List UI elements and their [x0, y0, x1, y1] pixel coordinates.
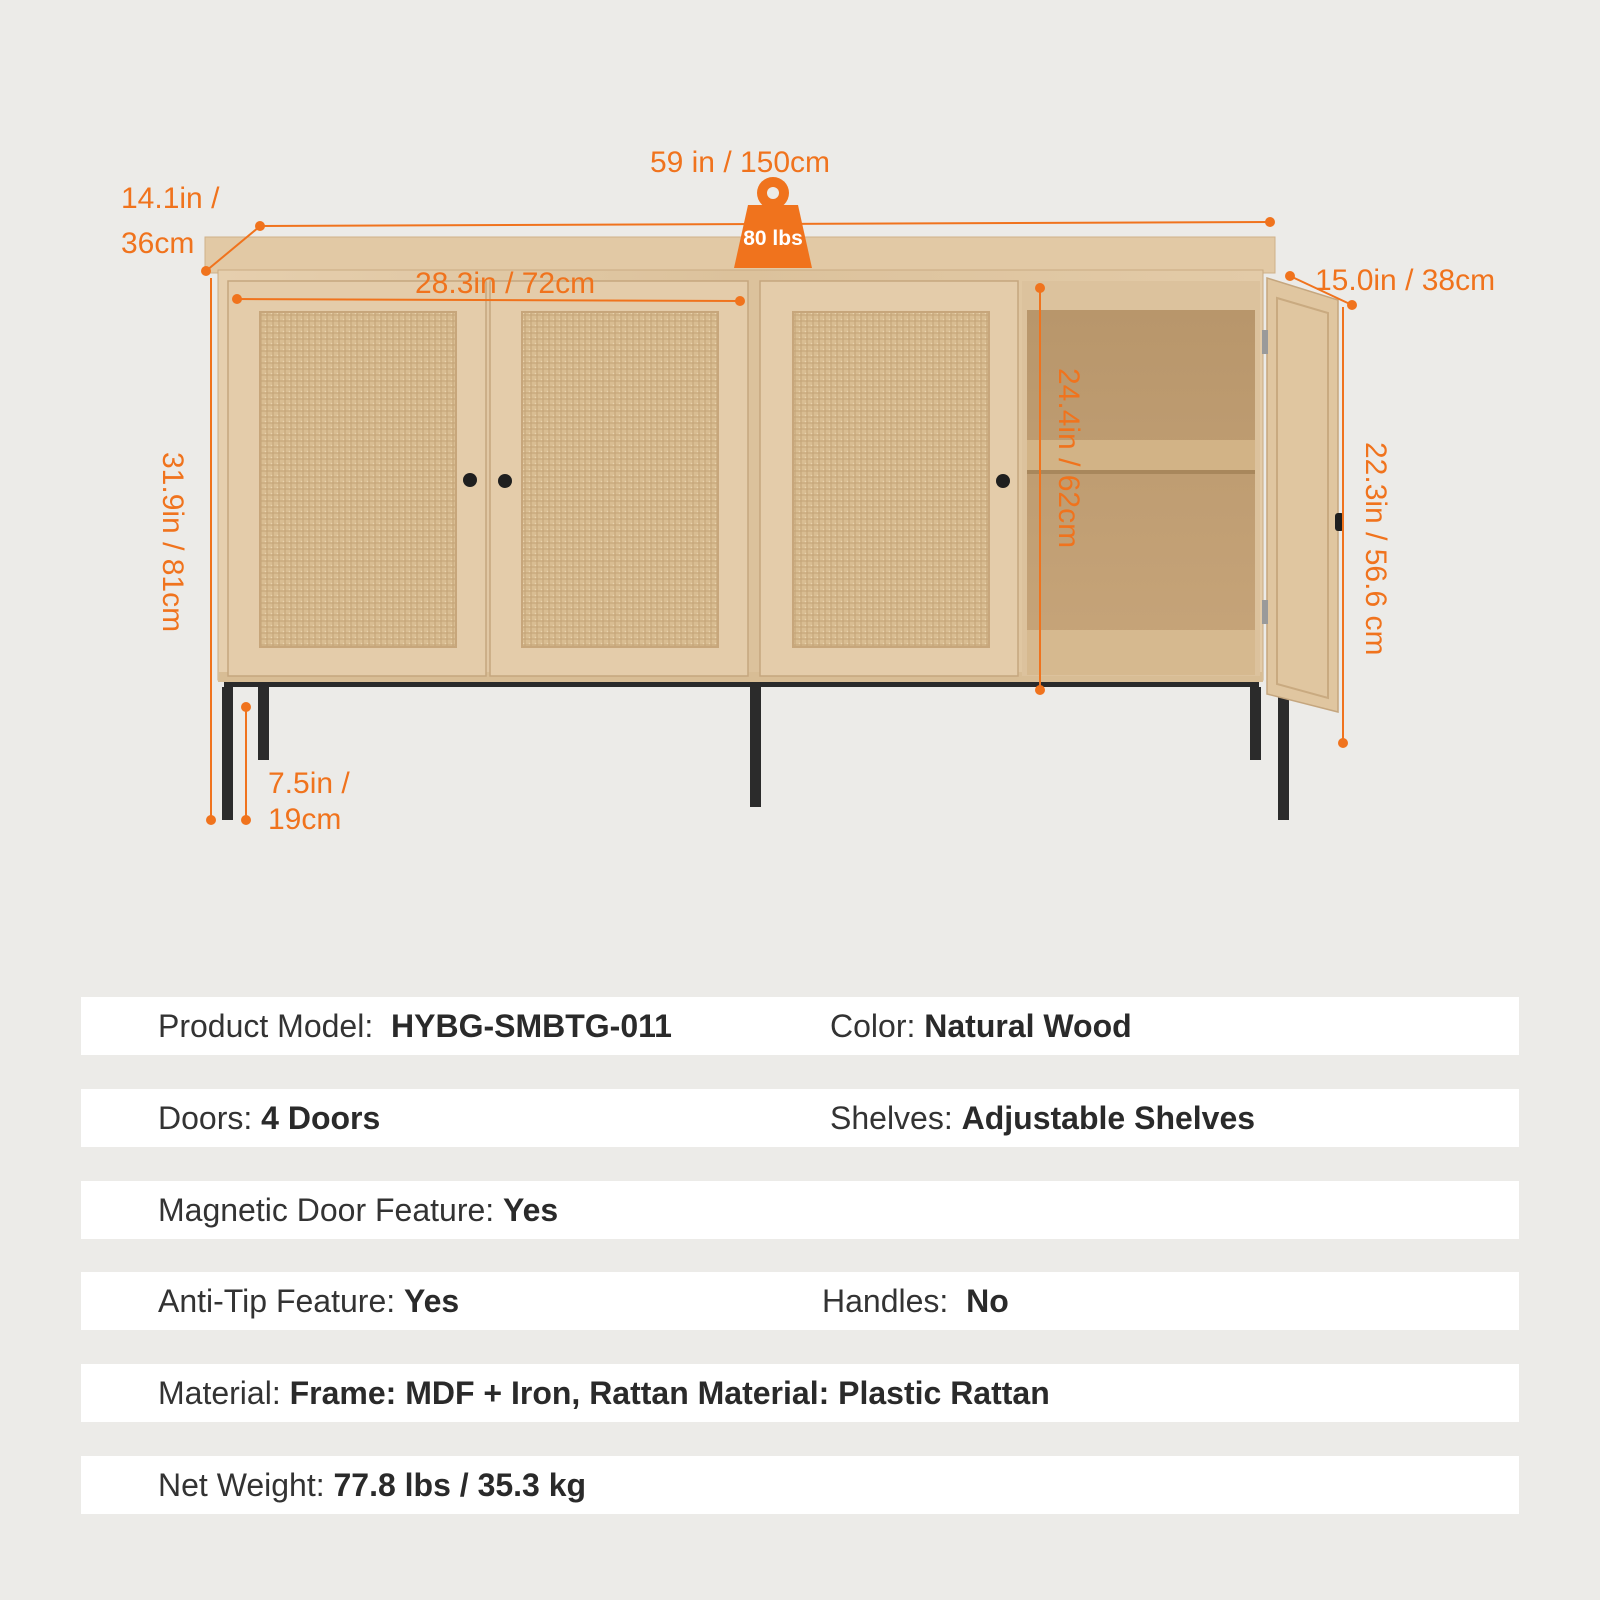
- weight-icon: [734, 177, 812, 268]
- spec-material-value: Frame: MDF + Iron, Rattan Material: Plastic Rattan: [289, 1375, 1050, 1411]
- depth-label-line1: 14.1in /: [121, 182, 220, 215]
- leg: [1278, 687, 1289, 820]
- weight-badge: [734, 177, 812, 268]
- spec-color-label: Color:: [830, 1008, 916, 1044]
- spec-row-weight: [81, 1456, 1519, 1514]
- leg: [258, 687, 269, 760]
- door: [760, 281, 1018, 676]
- door: [490, 281, 748, 676]
- spec-doors: [158, 1089, 380, 1147]
- knob: [996, 474, 1010, 488]
- spec-magnetic: [158, 1181, 558, 1239]
- spec-antitip: [158, 1272, 459, 1330]
- spec-weight: [158, 1456, 586, 1514]
- spec-row-doors-shelves: [81, 1089, 1519, 1147]
- spec-shelves-label: Shelves:: [830, 1100, 953, 1136]
- spec-doors-value: 4 Doors: [261, 1100, 381, 1136]
- knob: [463, 473, 477, 487]
- spec-handles-value: No: [966, 1283, 1009, 1319]
- leg-height-label-line2: 19cm: [268, 803, 342, 836]
- spec-handles: [822, 1272, 1009, 1330]
- leg: [1250, 687, 1261, 760]
- spec-antitip-label: Anti-Tip Feature:: [158, 1283, 396, 1319]
- leg-height-label-line1: 7.5in /: [268, 767, 350, 800]
- spec-color: [830, 997, 1132, 1055]
- spec-shelves: [830, 1089, 1255, 1147]
- spec-antitip-value: Yes: [404, 1283, 460, 1319]
- spec-magnetic-label: Magnetic Door Feature:: [158, 1192, 495, 1228]
- cabinet-illustration: [205, 237, 1344, 820]
- spec-handles-label: Handles:: [822, 1283, 949, 1319]
- door-height-label: 22.3in / 56.6 cm: [1359, 442, 1392, 656]
- spec-model-label: Product Model:: [158, 1008, 374, 1044]
- spec-weight-value: 77.8 lbs / 35.3 kg: [333, 1467, 587, 1503]
- spec-weight-label: Net Weight:: [158, 1467, 325, 1503]
- width-label: 59 in / 150cm: [649, 146, 831, 179]
- bottom-panel: [1027, 630, 1255, 675]
- spec-row-antitip-handles: [81, 1272, 1519, 1330]
- spec-material: [158, 1364, 1050, 1422]
- spec-color-value: Natural Wood: [924, 1008, 1132, 1044]
- spec-material-label: Material:: [158, 1375, 281, 1411]
- spec-doors-label: Doors:: [158, 1100, 253, 1136]
- inner-height-label: 24.4in / 62cm: [1052, 368, 1085, 549]
- leg: [750, 687, 761, 807]
- leg: [222, 687, 233, 820]
- spec-shelves-value: Adjustable Shelves: [961, 1100, 1256, 1136]
- spec-magnetic-value: Yes: [503, 1192, 559, 1228]
- door: [228, 281, 486, 676]
- spec-row-material: [81, 1364, 1519, 1422]
- door-depth-label: 15.0in / 38cm: [1315, 264, 1496, 297]
- depth-label-line2: 36cm: [121, 227, 195, 260]
- open-door: [1262, 278, 1344, 712]
- height-label: 31.9in / 81cm: [156, 452, 189, 633]
- inner-width-label: 28.3in / 72cm: [415, 267, 596, 300]
- spec-model-value: HYBG-SMBTG-011: [391, 1008, 672, 1044]
- knob: [498, 474, 512, 488]
- spec-model: [158, 997, 672, 1055]
- spec-row-model-color: [81, 997, 1519, 1055]
- weight-badge-text: 80 lbs: [743, 227, 803, 250]
- spec-row-magnetic: [81, 1181, 1519, 1239]
